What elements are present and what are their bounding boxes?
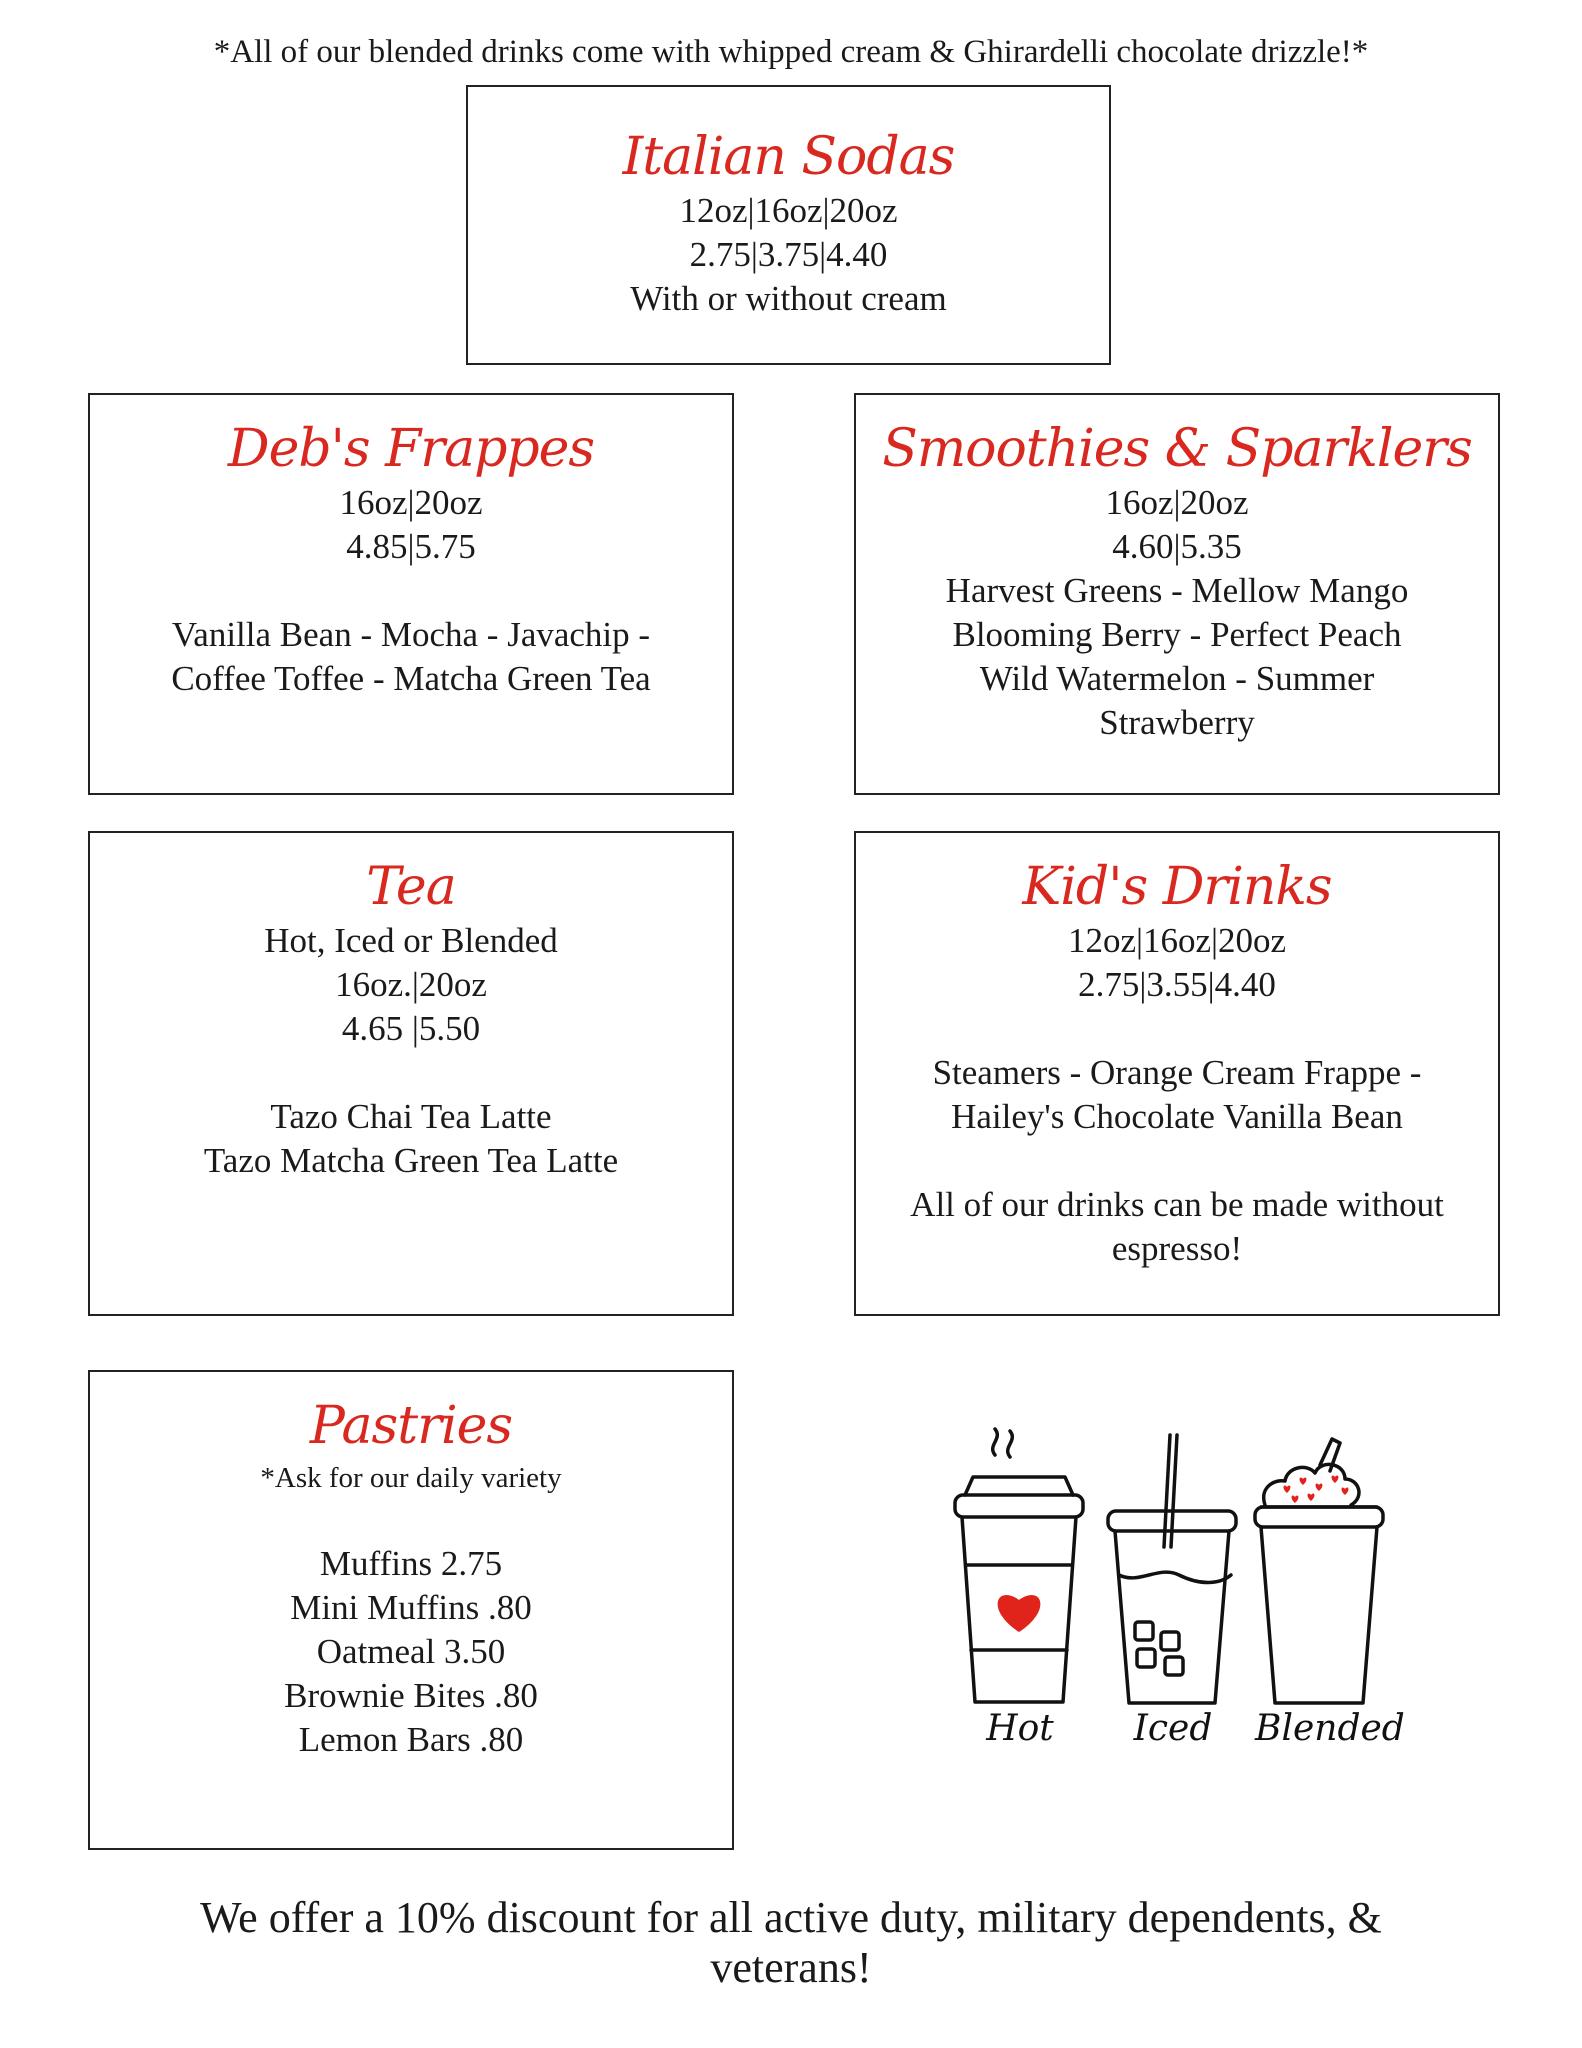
pastry-item: Oatmeal 3.50 [316,1632,506,1671]
italian-sodas-section [466,85,1111,365]
drink-cups-illustration [925,1425,1405,1765]
tea-item: Tazo Chai Tea Latte [270,1097,552,1136]
italian-sodas-prices: 2.75|3.75|4.40 [689,235,888,274]
smoothies-flavor-line: Blooming Berry - Perfect Peach [952,615,1402,654]
pastry-item: Brownie Bites .80 [284,1676,538,1715]
frappes-flavor-line: Coffee Toffee - Matcha Green Tea [171,659,651,698]
italian-sodas-cream-note: With or without cream [630,279,947,318]
pastries-title: Pastries [309,1396,513,1456]
iced-cup-icon [1108,1435,1236,1703]
hot-cup-icon [955,1429,1083,1702]
discount-line: veterans! [710,1943,872,1992]
hot-label: Hot [986,1708,1054,1749]
pastry-item: Muffins 2.75 [319,1544,503,1583]
tea-prices: 4.65 |5.50 [341,1009,481,1048]
kids-drinks-item-line: Steamers - Orange Cream Frappe - [932,1053,1422,1092]
frappes-prices: 4.85|5.75 [346,527,476,566]
italian-sodas-title: Italian Sodas [622,127,955,187]
tea-section [88,831,734,1316]
kids-drinks-item-line: Hailey's Chocolate Vanilla Bean [951,1097,1403,1136]
smoothies-prices: 4.60|5.35 [1112,527,1242,566]
smoothies-flavor-line: Harvest Greens - Mellow Mango [945,571,1409,610]
smoothies-flavor-line: Strawberry [1099,703,1255,742]
kids-drinks-sizes: 12oz|16oz|20oz [1067,921,1287,960]
tea-sizes: 16oz.|20oz [335,965,487,1004]
smoothies-sizes: 16oz|20oz [1105,483,1249,522]
frappes-flavor-line: Vanilla Bean - Mocha - Javachip - [171,615,651,654]
spacer [856,1007,1498,1051]
smoothies-section [854,393,1500,795]
military-discount-note [0,1893,1582,1993]
spacer [90,1498,732,1542]
heart-icon [999,1597,1038,1630]
smoothies-flavor-line: Wild Watermelon - Summer [979,659,1375,698]
spacer [856,1139,1498,1183]
italian-sodas-sizes: 12oz|16oz|20oz [679,191,898,230]
frappes-sizes: 16oz|20oz [339,483,483,522]
tea-subtitle: Hot, Iced or Blended [264,921,558,960]
pastry-item: Mini Muffins .80 [290,1588,532,1627]
pastries-variety-note: *Ask for our daily variety [260,1462,562,1494]
tea-title: Tea [366,857,456,917]
discount-line: We offer a 10% discount for all active duty, military dependents, & [200,1893,1382,1942]
iced-label: Iced [1133,1708,1213,1749]
blended-label: Blended [1255,1708,1405,1749]
spacer [90,569,732,613]
spacer [90,1051,732,1095]
blended-cup-icon [1255,1439,1383,1703]
pastries-section [88,1370,734,1850]
kids-drinks-section [854,831,1500,1316]
blended-drinks-note: *All of our blended drinks come with whipped cream & Ghirardelli chocolate drizzle!* [213,34,1369,70]
frappes-section [88,393,734,795]
smoothies-title: Smoothies & Sparklers [882,419,1472,479]
tea-item: Tazo Matcha Green Tea Latte [203,1141,619,1180]
espresso-note-line: espresso! [1111,1229,1243,1268]
kids-drinks-title: Kid's Drinks [1022,857,1332,917]
frappes-title: Deb's Frappes [227,419,595,479]
espresso-note-line: All of our drinks can be made without [910,1185,1444,1224]
pastry-item: Lemon Bars .80 [298,1720,524,1759]
kids-drinks-prices: 2.75|3.55|4.40 [1078,965,1276,1004]
